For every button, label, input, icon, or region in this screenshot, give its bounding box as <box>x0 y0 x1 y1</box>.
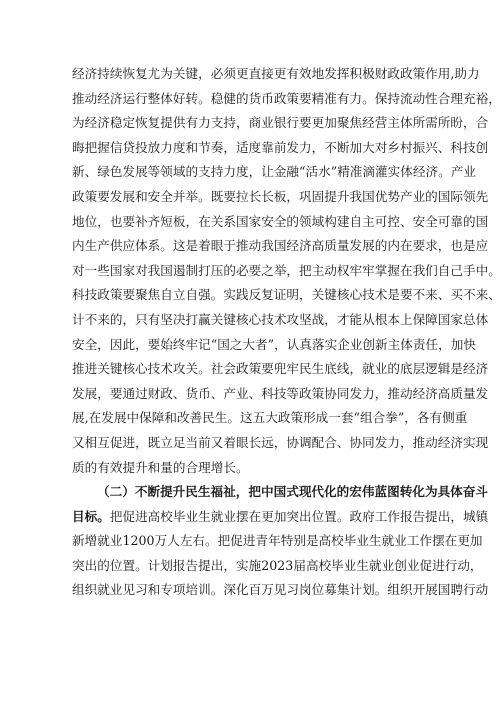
paragraph-line: 计不来的，只有坚决打赢关键核心技术攻坚战，才能从根本上保障国家总体 <box>72 311 489 327</box>
paragraph-line: 新、绿色发展等领域的支持力度，让金融“活水”精准滴灌实体经济。产业 <box>72 164 476 180</box>
paragraph-line: 科技政策要聚焦自立自强。实践反复证明，关键核心技术是要不来、买不来、 <box>72 287 501 303</box>
paragraph-line: 地位，也要补齐短板，在关系国家安全的领域构建自主可控、安全可靠的国 <box>72 213 489 229</box>
body-text <box>72 62 501 603</box>
paragraph-line: 组织就业见习和专项培训。深化百万见习岗位募集计划。组织开展国聘行动 <box>72 582 489 598</box>
section-heading-continuation <box>72 505 489 530</box>
paragraph-line: 政策要发展和安全并举。既要拉长长板，巩固提升我国优势产业的国际领先 <box>72 188 489 204</box>
paragraph-line: 新增就业1200万人左右。把促进青年特别是高校毕业生就业工作摆在更加 <box>72 533 483 549</box>
paragraph-line: 发展，要通过财政、货币、产业、科技等政策协同发力，推动经济高质量发 <box>72 385 489 401</box>
section-heading-end: 目标。 <box>72 508 110 524</box>
paragraph-line: 安全，因此，要始终牢记“国之大者”，认真落实企业创新主体责任，加快 <box>72 336 476 352</box>
section-body-start: 把促进高校毕业生就业摆在更加突出位置。政府工作报告提出，城镇 <box>109 508 489 524</box>
paragraph-line: 推进关键核心技术攻关。社会政策要兜牢民生底线，就业的底层逻辑是经济 <box>72 361 489 377</box>
section-heading: （二）不断提升民生福祉，把中国式现代化的宏伟蓝图转化为具体奋斗 <box>97 484 489 500</box>
paragraph-line: 对一些国家对我国遏制打压的必要之举，把主动权牢牢掌握在我们自己手中。 <box>72 262 501 278</box>
paragraph-line: 内生产供应体系。这是着眼于推动我国经济高质量发展的内在要求，也是应 <box>72 238 489 254</box>
paragraph-line: 突出的位置。计划报告提出，实施2023届高校毕业生就业创业促进行动， <box>72 557 483 573</box>
paragraph-line: 展,在发展中保障和改善民生。这五大政策形成一套“组合拳”，各有侧重 <box>72 410 468 426</box>
paragraph-line: 推动经济运行整体好转。稳健的货币政策要精准有力。保持流动性合理充裕， <box>72 90 501 106</box>
paragraph-line: 晦把握信贷投放力度和节奏，适度靠前发力，不断加大对乡村振兴、科技创 <box>72 139 489 155</box>
paragraph-line: 又相互促进，既立足当前又着眼长远，协调配合、协同发力，推动经济实现 <box>72 434 489 450</box>
paragraph-line: 质的有效提升和量的合理增长。 <box>72 459 249 475</box>
paragraph-line: 经济持续恢复尤为关键，必须更直接更有效地发挥积极财政政策作用,助力 <box>72 66 480 81</box>
paragraph-line: 为经济稳定恢复提供有力支持，商业银行要更加聚焦经营主体所需所盼，合 <box>72 115 489 131</box>
